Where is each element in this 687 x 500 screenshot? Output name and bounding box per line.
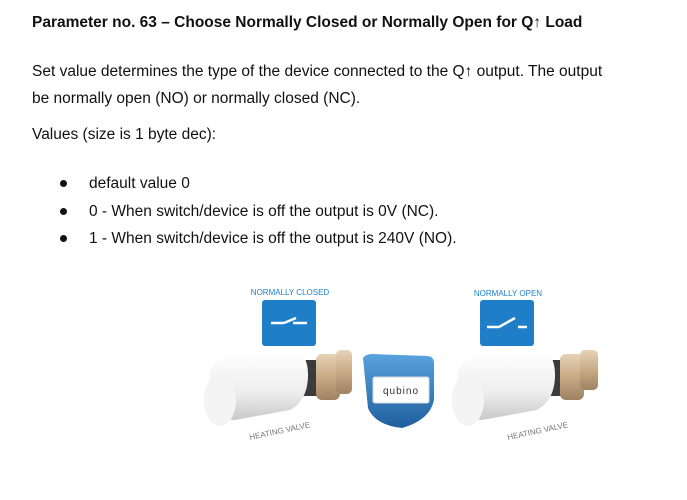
qubino-brand: qubino bbox=[382, 386, 420, 397]
wiring-diagram bbox=[190, 280, 630, 455]
bullet-icon bbox=[60, 180, 67, 187]
bullet-icon bbox=[60, 235, 67, 242]
left-heating-valve-icon bbox=[204, 350, 352, 442]
list-item: 1 - When switch/device is off the output is 240V (NO). bbox=[60, 225, 457, 253]
description-line-2: be normally open (NO) or normally closed (NC). bbox=[32, 90, 361, 107]
right-heating-valve-icon bbox=[452, 350, 598, 442]
normally-closed-switch-icon bbox=[262, 300, 316, 346]
bullet-icon bbox=[60, 208, 67, 215]
description-line-1: Set value determines the type of the device connected to the Q↑ output. The output bbox=[32, 63, 603, 80]
parameter-title: Parameter no. 63 – Choose Normally Closed or Normally Open for Q↑ Load bbox=[32, 14, 583, 31]
list-item: default value 0 bbox=[60, 170, 457, 198]
normally-open-label: NORMALLY OPEN bbox=[473, 289, 543, 298]
description bbox=[32, 58, 682, 112]
values-list bbox=[60, 170, 457, 253]
left-valve-label: HEATING VALVE bbox=[248, 420, 311, 442]
normally-open-switch-icon bbox=[480, 300, 534, 346]
qubino-device-icon bbox=[363, 354, 434, 428]
normally-closed-label: NORMALLY CLOSED bbox=[250, 288, 330, 297]
right-valve-label: HEATING VALVE bbox=[506, 420, 569, 442]
values-label: Values (size is 1 byte dec): bbox=[32, 126, 217, 143]
list-item: 0 - When switch/device is off the output is 0V (NC). bbox=[60, 198, 457, 226]
